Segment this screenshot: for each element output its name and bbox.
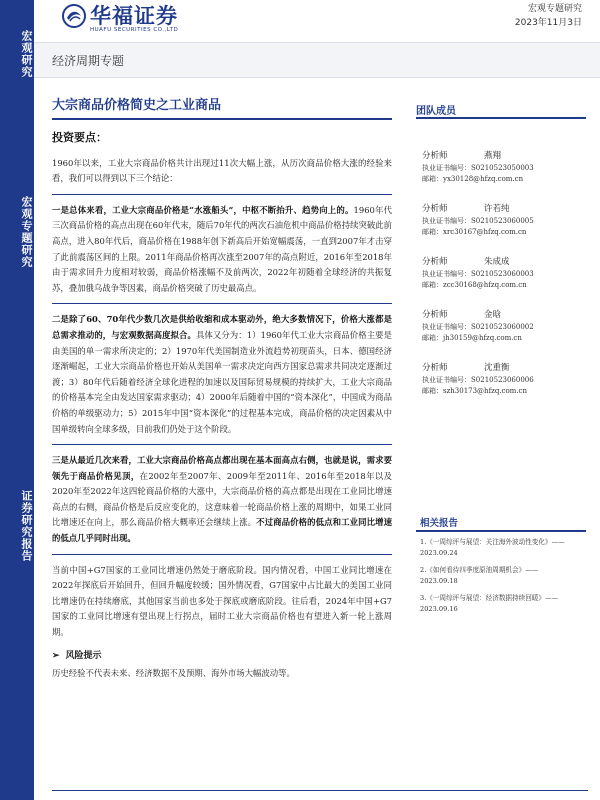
related-report-item[interactable] <box>420 593 585 615</box>
logo-mark-icon <box>62 4 86 28</box>
header-meta <box>515 2 582 30</box>
risk-text: 历史经验不代表未来、经济数据不及预期、海外市场大幅波动等。 <box>52 668 295 679</box>
conclusion-3-body: 在2002年至2007年、2009年至2011年、2016年至2018年以及2020年至2022年这四轮商品价格的大涨中，大宗商品价格的高点都是出现在工业同比增速高点的右侧，商品价格是后反应变化的，这意味着一轮商品价格上涨的周期中，如果工业同比增速还在向上，那么商品价格大概率还会继续上涨。 <box>52 470 393 528</box>
analyst-license: 执业证书编号：S0210523060005 <box>422 217 534 225</box>
report-date: 2023年11月3日 <box>514 18 582 28</box>
team-title: 团队成员 <box>416 106 456 117</box>
analyst-card <box>422 203 592 238</box>
analyst-role: 分析师 <box>422 204 448 214</box>
conclusion-1 <box>52 203 392 297</box>
conclusion-3 <box>52 453 392 547</box>
conclusion-2-body: 具体又分为：1）1960年代工业大宗商品价格主要是由美国的单一需求所决定的；2）1970年代美国制造业外流趋势初现苗头，日本、德国经济逐渐崛起，工业大宗商品价格也开始从美国单一需求决定向西方国家总需求共同决定逐渐过渡；3）80年代后随着经济全球化进程的加速以及国际贸易规模的持续扩大，工业大宗商品的价格基本完全由发达国家需求驱动；4）2000年后随着中国的“资本深化”，中国成为商品价格的单级驱动力；5）2015年中国“资本深化”的过程基本完成，商品价格的决定因素从中国单级转向全球多级，目前我们仍处于这个阶段。 <box>52 329 393 434</box>
conclusion-1-lead: 一是总体来看，工业大宗商品价格是“水涨船头”，中枢不断抬升、趋势向上的。 <box>52 204 354 215</box>
analyst-name: 沈重衡 <box>484 363 510 373</box>
team-divider <box>416 117 586 119</box>
footer-divider <box>52 790 588 791</box>
analyst-email[interactable]: 邮箱：jh30159@hfzq.com.cn <box>422 334 522 342</box>
paragraph-divider <box>52 303 392 304</box>
related-reports-title: 相关报告 <box>420 518 459 529</box>
analyst-role: 分析师 <box>422 257 448 267</box>
conclusion-2 <box>52 312 392 437</box>
analyst-email[interactable]: 邮箱：xrc30167@hfzq.com.cn <box>422 228 527 236</box>
related-report-title[interactable]: 1.《一周综评与展望：关注海外波动性变化》—— <box>420 538 565 546</box>
sidebar <box>0 0 34 800</box>
logo <box>62 0 262 36</box>
related-report-item[interactable] <box>420 565 585 587</box>
risk-heading <box>52 649 392 665</box>
analyst-license: 执业证书编号：S0210523060003 <box>422 270 534 278</box>
related-report-item[interactable] <box>420 537 585 559</box>
sidebar-label-bottom: 证券研究报告 <box>20 490 33 562</box>
analyst-card <box>422 362 592 397</box>
logo-name-en: HUAFU SECURITIES CO.,LTD <box>90 27 179 33</box>
paragraph-divider <box>52 194 392 195</box>
outlook-paragraph: 当前中国+G7国家的工业同比增速仍然处于磨底阶段。国内情况看，中国工业同比增速在2022年探底后开始回升，但回升幅度较缓；国外情况看，G7国家中占比最大的美国工业同比增速仍在持续磨底，其他国家当前也多处于探底或磨底阶段。往后看，2024年中国+G7国家的工业同比增速有望出现上行拐点，届时工业大宗商品价格也有望进入新一轮上涨周期。 <box>52 564 392 638</box>
analyst-role: 分析师 <box>422 310 448 320</box>
conclusion-3-lead: 三是从最近几次来看，工业大宗商品价格高点都出现在基本面高点右侧，也就是说，需求要领先于商品价格见顶， <box>52 455 392 481</box>
related-report-date: 2023.09.16 <box>420 605 458 613</box>
report-type: 宏观专题研究 <box>527 4 582 14</box>
analyst-card <box>422 150 592 185</box>
conclusion-1-body: 1960年代三次商品价格的高点出现在60年代末，随后70年代的两次石油危机中商品价格持续突破此前高点，进入80年代后，商品价格在1988年创下新高后开始宽幅震荡，一直到2007年才击穿了此前震荡区间的上限。2011年商品价格再次涨至2007年的高点附近，2016年至2018年由于需求回升力度相对较弱，商品价格涨幅不及前两次，2022年初随着全球经济的共振复苏，叠加俄乌战争等因素，商品价格突破了历史最高点。 <box>52 204 392 293</box>
intro-paragraph: 1960年以来，工业大宗商品价格共计出现过11次大幅上涨，从历次商品价格大涨的经验来看，我们可以得到以下三个结论： <box>52 157 392 184</box>
sidebar-label-middle: 宏观专题研究 <box>20 196 33 268</box>
analyst-license: 执业证书编号：S0210523060002 <box>422 323 534 331</box>
section-label: 经济周期专题 <box>52 54 125 68</box>
conclusion-3-tail: 不过商品价格的低点和工业同比增速的低点几乎同时出现。 <box>52 517 392 544</box>
analyst-card <box>422 256 592 291</box>
analyst-role: 分析师 <box>422 151 448 161</box>
main-content <box>52 126 392 689</box>
logo-name-cn: 华福证券 <box>90 4 178 28</box>
analyst-license: 执业证书编号：S0210523060006 <box>422 376 534 384</box>
report-title: 大宗商品价格简史之工业商品 <box>52 98 222 113</box>
analyst-name: 金晗 <box>484 310 502 320</box>
paragraph-divider <box>52 554 392 555</box>
related-divider <box>416 530 586 532</box>
related-report-date: 2023.09.24 <box>420 549 458 557</box>
analyst-email[interactable]: 邮箱：zcc30168@hfzq.com.cn <box>422 281 527 289</box>
analyst-email[interactable]: 邮箱：szh30173@hfzq.com.cn <box>422 387 527 395</box>
analyst-card <box>422 309 592 344</box>
paragraph-divider <box>52 444 392 445</box>
analyst-name: 许若纯 <box>484 204 510 214</box>
risk-title: 风险提示 <box>65 650 102 661</box>
conclusion-2-lead: 二是除了60、70年代少数几次是供给收缩和成本驱动外，绝大多数情况下，价格大涨都是总需求推动的，与宏观数据高度拟合。 <box>52 314 392 340</box>
key-points-heading: 投资要点： <box>52 131 107 144</box>
analyst-name: 朱成成 <box>484 257 510 267</box>
title-divider <box>52 118 392 120</box>
analyst-license: 执业证书编号：S0210523050003 <box>422 164 534 172</box>
related-report-date: 2023.09.18 <box>420 577 458 585</box>
related-report-title[interactable]: 2.《如何看待四季度原油周期机会》—— <box>420 566 539 574</box>
arrow-right-icon: ➢ <box>52 650 60 661</box>
analyst-name: 燕翔 <box>484 151 502 161</box>
analyst-email[interactable]: 邮箱：yx30128@hfzq.com.cn <box>422 175 524 183</box>
sidebar-label-top: 宏观研究 <box>20 30 33 78</box>
analyst-role: 分析师 <box>422 363 448 373</box>
related-report-title[interactable]: 3.《一周综评与展望：经济数据持续回暖》—— <box>420 594 559 602</box>
